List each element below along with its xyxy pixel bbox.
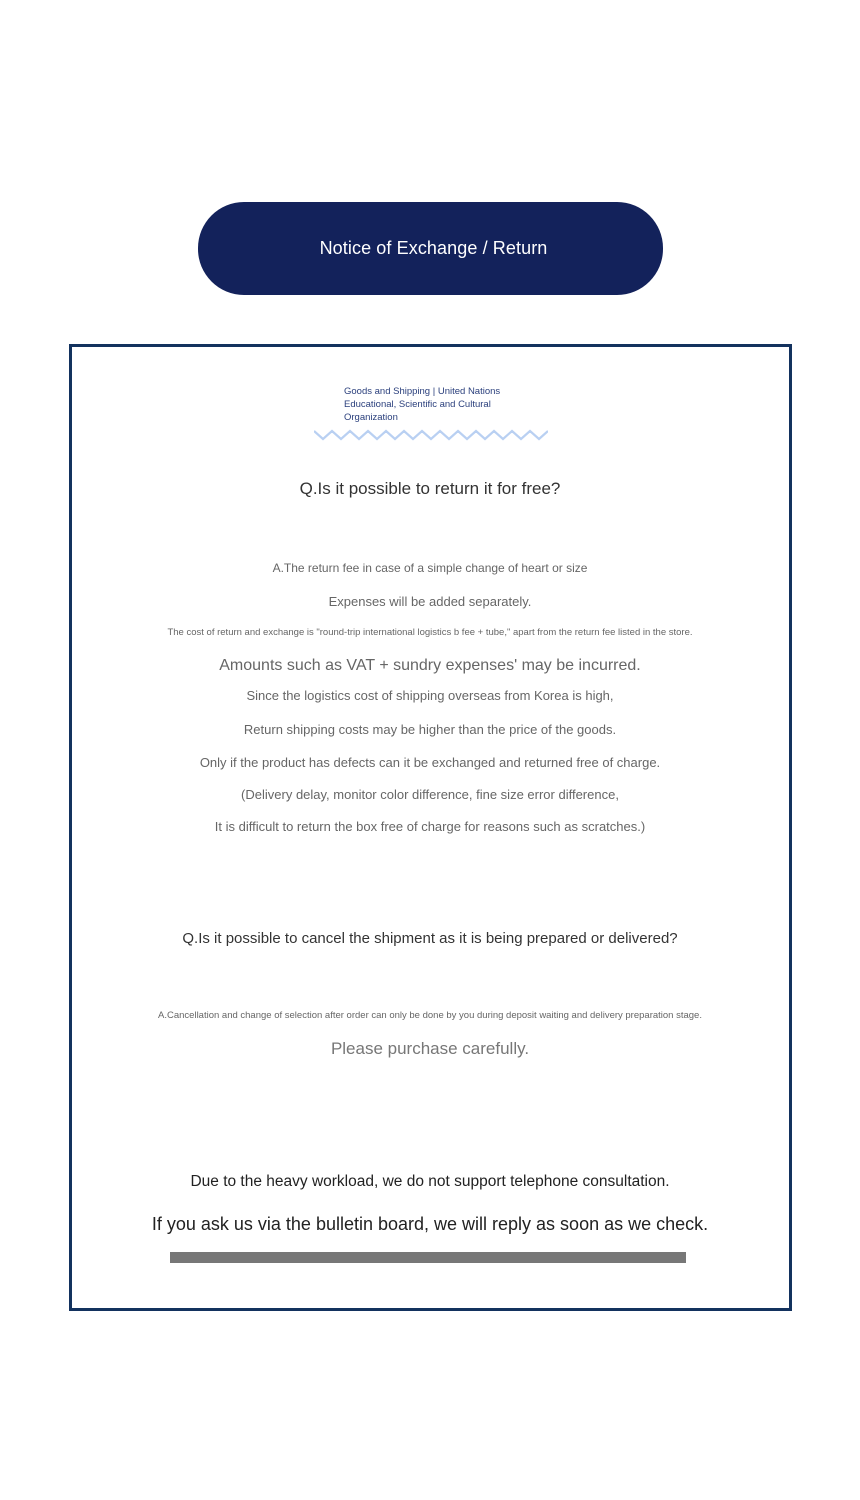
footer-notice-line: If you ask us via the bulletin board, we will reply as soon as we check. <box>151 1214 709 1234</box>
faq1-answer-line: Only if the product has defects can it be exchanged and returned free of charge. <box>199 755 661 770</box>
faq2-question: Q.Is it possible to cancel the shipment as it is being prepared or delivered? <box>182 930 678 947</box>
wave-divider-icon <box>314 428 548 442</box>
faq1-question: Q.Is it possible to return it for free? <box>299 479 561 498</box>
faq1-answer-line: Since the logistics cost of shipping overseas from Korea is high, <box>246 688 614 703</box>
faq1-answer-line: Return shipping costs may be higher than the price of the goods. <box>243 722 617 737</box>
notice-title-pill <box>198 202 663 295</box>
faq1-answer-line: It is difficult to return the box free of charge for reasons such as scratches.) <box>214 819 646 834</box>
faq2-answer-line: A.Cancellation and change of selection after order can only be done by you during deposit waiting and delivery preparation stage. <box>158 1010 702 1021</box>
faq1-answer-line: Amounts such as VAT + sundry expenses' may be incurred. <box>219 657 641 674</box>
logo-block <box>344 385 519 424</box>
notice-title: Notice of Exchange / Return <box>319 238 548 258</box>
faq1-answer-line: The cost of return and exchange is "round-trip international logistics b fee + tube," apart from the return fee listed in the store. <box>167 627 693 638</box>
wave-line <box>314 431 548 439</box>
faq1-answer-line: Expenses will be added separately. <box>328 594 532 609</box>
footer-divider-bar <box>170 1252 686 1263</box>
logo-text-line-1: Goods and Shipping | United Nations <box>344 386 501 397</box>
faq1-answer-line: (Delivery delay, monitor color difference, fine size error difference, <box>241 787 619 802</box>
faq2-answer-line: Please purchase carefully. <box>330 1039 530 1058</box>
logo-text-line-2: Educational, Scientific and Cultural <box>344 399 491 410</box>
faq1-answer-line: A.The return fee in case of a simple change of heart or size <box>272 561 588 575</box>
footer-notice-line: Due to the heavy workload, we do not support telephone consultation. <box>190 1173 670 1190</box>
logo-text-line-3: Organization <box>344 412 398 423</box>
